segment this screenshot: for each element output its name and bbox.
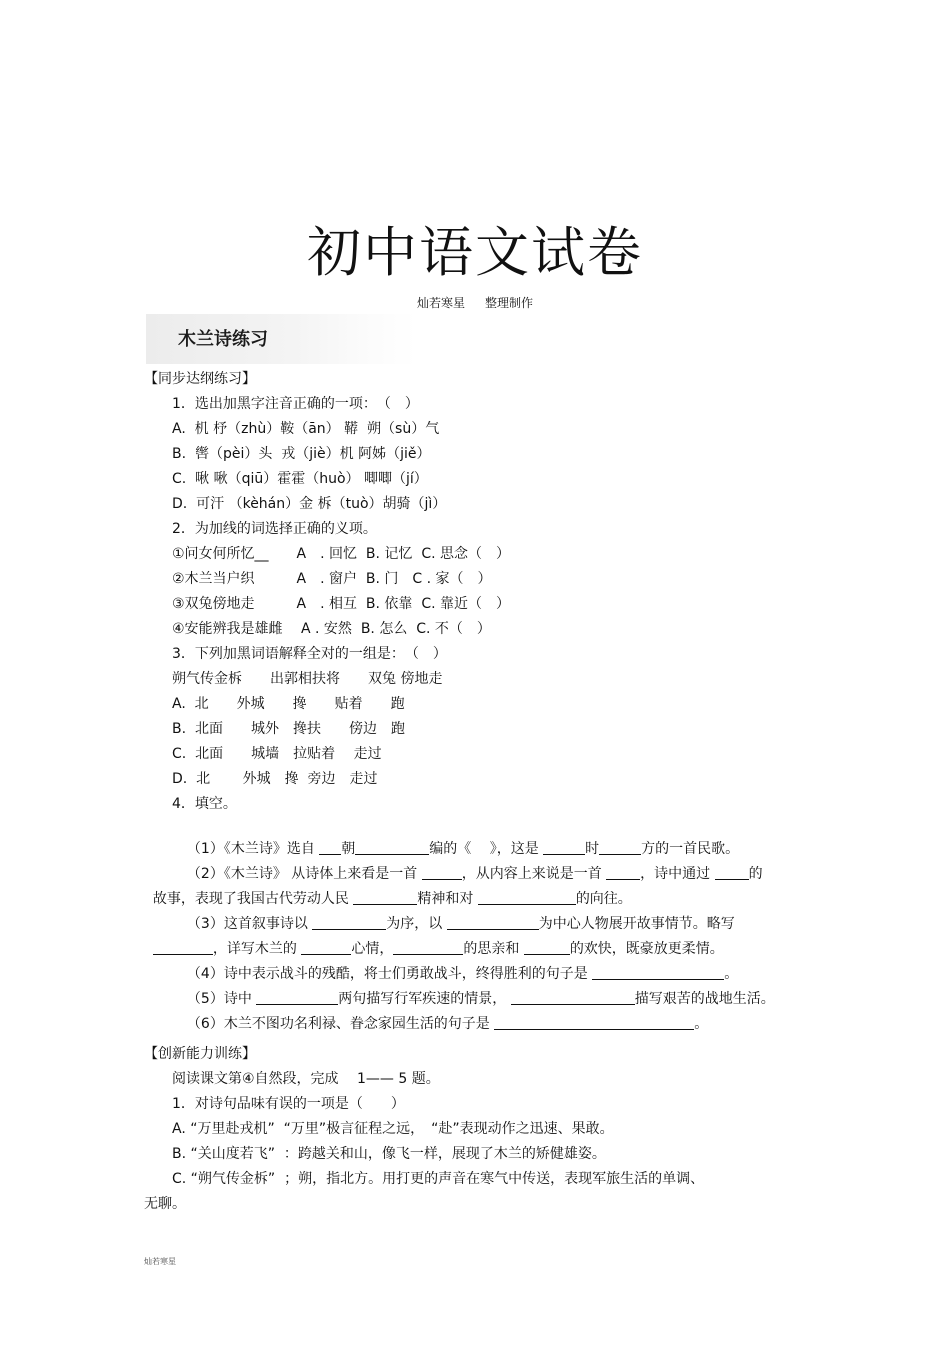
q1-option-d: D. 可汗 （kèhán）金 柝（tuò）胡骑（jì） [172, 496, 447, 512]
section-heading-sync: 【同步达纲练习】 [144, 371, 256, 387]
q3-phrases: 朔气传金柝 出郭相扶将 双兔 傍地走 [172, 671, 443, 687]
q2-stem: 2．为加线的词选择正确的义项。 [172, 521, 377, 537]
q4-3-text-c: 为中心人物展开故事情节。略写 [538, 916, 735, 932]
q4-2b-text-b: 精神和对 [417, 891, 478, 907]
q2-item-2: ②木兰当户织 A . 窗户 B. 门 C . 家（ ） [172, 571, 492, 587]
q2-item-1: ①问女何所忆__ A . 回忆 B. 记忆 C. 思念（ ） [172, 546, 511, 562]
q4-4-text-b: 。 [724, 966, 739, 982]
q4-stem: 4．填空。 [172, 796, 237, 812]
q4-3-text-b: 为序，以 [386, 916, 447, 932]
q4-3b-text-b: 心情， [351, 941, 394, 957]
q3-option-a: A. 北 外城 搀 贴着 跑 [172, 696, 405, 712]
cq1-option-c-cont: 无聊。 [144, 1196, 186, 1212]
blank[interactable] [494, 1015, 694, 1030]
q4-3b-text-d: 的欢快，既豪放更柔情。 [569, 941, 724, 957]
q4-2-text-c: ，诗中通过 [640, 866, 715, 882]
q1-option-a: A. 机 杼（zhù）鞍（ān） 鞯 朔（sù）气 [172, 421, 440, 437]
q4-6-text-a: （6）木兰不图功名利禄、眷念家园生活的句子是 [186, 1016, 495, 1032]
badge-label: 木兰诗练习 [178, 329, 268, 350]
q4-2-text-b: ，从内容上来说是一首 [461, 866, 607, 882]
q4-1-text-b: 朝 [341, 841, 356, 857]
q4-2b-text-a: 故事，表现了我国古代劳动人民 [152, 891, 354, 907]
q4-5-text-b: 两句描写行军疾速的情景， [338, 991, 511, 1007]
q4-3-text-a: （3）这首叙事诗以 [186, 916, 313, 932]
page-title: 初中语文试卷 [307, 221, 643, 284]
section-heading-creative: 【创新能力训练】 [144, 1046, 256, 1062]
q3-option-d: D. 北 外城 搀 旁边 走过 [172, 771, 378, 787]
cq1-option-a: A. “万里赴戎机” “万里”极言征程之远， “赴”表现动作之迅速、果敢。 [172, 1121, 614, 1137]
q3-stem: 3．下列加黑词语解释全对的一组是： （ ） [172, 646, 447, 662]
q4-1-text-d: 时 [585, 841, 600, 857]
q4-5-text-a: （5）诗中 [186, 991, 257, 1007]
q3-option-b: B. 北面 城外 搀扶 傍边 跑 [172, 721, 405, 737]
cq1-stem: 1．对诗句品味有误的一项是（ ） [172, 1096, 405, 1112]
q4-3b-text-c: 的思亲和 [463, 941, 524, 957]
q2-item-4: ④安能辨我是雄雌 A . 安然 B. 怎么 C. 不（ ） [172, 621, 491, 637]
q1-option-b: B. 辔（pèi）头 戎（jiè）机 阿姊（jiě） [172, 446, 431, 462]
q4-2-text-d: 的 [748, 866, 763, 882]
author-line [0, 294, 950, 311]
reading-instruction: 阅读课文第④自然段，完成 1—— 5 题。 [172, 1071, 440, 1087]
q4-3b-text-a: ，详写木兰的 [212, 941, 302, 957]
author-role: 整理制作 [485, 296, 534, 310]
cq1-option-c: C. “朔气传金柝” ；朔，指北方。用打更的声音在寒气中传送，表现军旅生活的单调、 [172, 1171, 705, 1187]
q3-option-c: C. 北面 城墙 拉贴着 走过 [172, 746, 382, 762]
q4-4-text-a: （4）诗中表示战斗的残酷，将士们勇敢战斗，终得胜利的句子是 [186, 966, 593, 982]
q4-5-text-c: 描写艰苦的战地生活。 [634, 991, 775, 1007]
q4-2-text-a: （2）《木兰诗》 从诗体上来看是一首 [186, 866, 422, 882]
footer-watermark: 灿若寒星 [144, 1257, 176, 1266]
author-name: 灿若寒星 [416, 296, 465, 310]
q4-6-text-b: 。 [694, 1016, 709, 1032]
cq1-option-b: B. “关山度若飞” ：跨越关和山，像飞一样，展现了木兰的矫健雄姿。 [172, 1146, 606, 1162]
q4-1-text-c: 编的《 》，这是 [429, 841, 544, 857]
q4-1-text-a: （1）《木兰诗》选自 [186, 841, 320, 857]
q4-fill-6 [178, 994, 708, 1034]
blank[interactable] [715, 865, 749, 880]
q4-2b-text-c: 的向往。 [575, 891, 632, 907]
q1-option-c: C. 啾 啾（qiū）霍霍（huò） 唧唧（jí） [172, 471, 428, 487]
q2-item-3: ③双兔傍地走 A . 相互 B. 依靠 C. 靠近（ ） [172, 596, 511, 612]
section-badge [146, 314, 416, 364]
q1-stem: 1．选出加黑字注音正确的一项： （ ） [172, 396, 419, 412]
q4-1-text-e: 方的一首民歌。 [641, 841, 740, 857]
